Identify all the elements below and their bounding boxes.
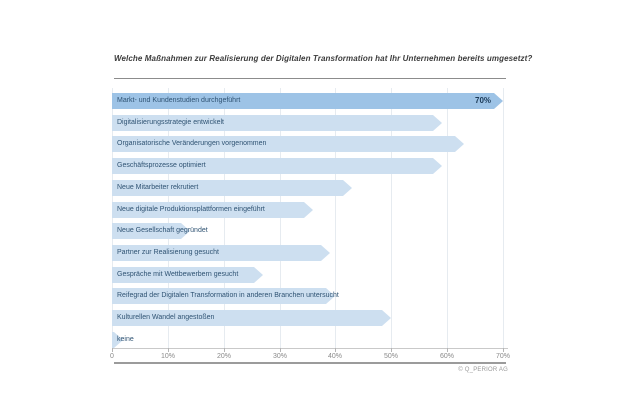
bar-row [112,93,512,109]
bar-row [112,158,512,174]
x-axis-tick [335,348,336,352]
bar-category-label: Organisatorische Veränderungen vorgenommen [117,140,267,147]
bar-category-label: Kulturellen Wandel angestoßen [117,314,215,321]
x-axis-tick-label: 0 [110,353,114,360]
bar-category-label: Gespräche mit Wettbewerbern gesucht [117,271,239,278]
bar-category-label: Partner zur Realisierung gesucht [117,249,219,256]
bar-category-label: Digitalisierungsstrategie entwickelt [117,119,224,126]
bar-row [112,288,512,304]
bar-row [112,310,512,326]
plot-area [112,88,512,348]
bar-category-label: keine [117,336,134,343]
bar-row [112,223,512,239]
x-axis-tick-label: 70% [495,353,510,360]
bar-category-label: Markt- und Kundenstudien durchgeführt [117,97,241,104]
x-axis-tick [503,348,504,352]
x-axis-tick-label: 60% [439,353,454,360]
chart-title: Welche Maßnahmen zur Realisierung der Digitalen Transformation hat Ihr Unternehmen bereits umgesetzt? [114,54,533,63]
bar-row [112,136,512,152]
bar-row [112,180,512,196]
bar-row [112,332,512,348]
bar-category-label: Geschäftsprozesse optimiert [117,162,206,169]
bar-category-label: Neue Gesellschaft gegründet [117,227,208,234]
bar-row [112,267,512,283]
x-axis-tick [224,348,225,352]
bar-value-label: 70% [475,96,492,105]
x-axis-tick-label: 50% [383,353,398,360]
bar-category-label: Neue Mitarbeiter rekrutiert [117,184,199,191]
x-axis-tick [168,348,169,352]
x-axis-tick-label: 10% [160,353,175,360]
bar-row [112,202,512,218]
copyright-note: © Q_PERIOR AG [458,367,508,373]
x-axis-tick-label: 30% [272,353,287,360]
x-axis-tick [280,348,281,352]
bottom-divider [114,362,506,364]
x-axis-tick-label: 40% [327,353,342,360]
bar-row [112,245,512,261]
x-axis-tick [447,348,448,352]
x-axis-line [112,348,508,349]
bar-category-label: Reifegrad der Digitalen Transformation in anderen Branchen untersucht [117,292,339,299]
x-axis-tick [112,348,113,352]
x-axis-tick-label: 20% [216,353,231,360]
bar-category-label: Neue digitale Produktionsplattformen eingeführt [117,206,265,213]
title-divider [114,78,506,79]
x-axis-tick [391,348,392,352]
bar-row [112,115,512,131]
